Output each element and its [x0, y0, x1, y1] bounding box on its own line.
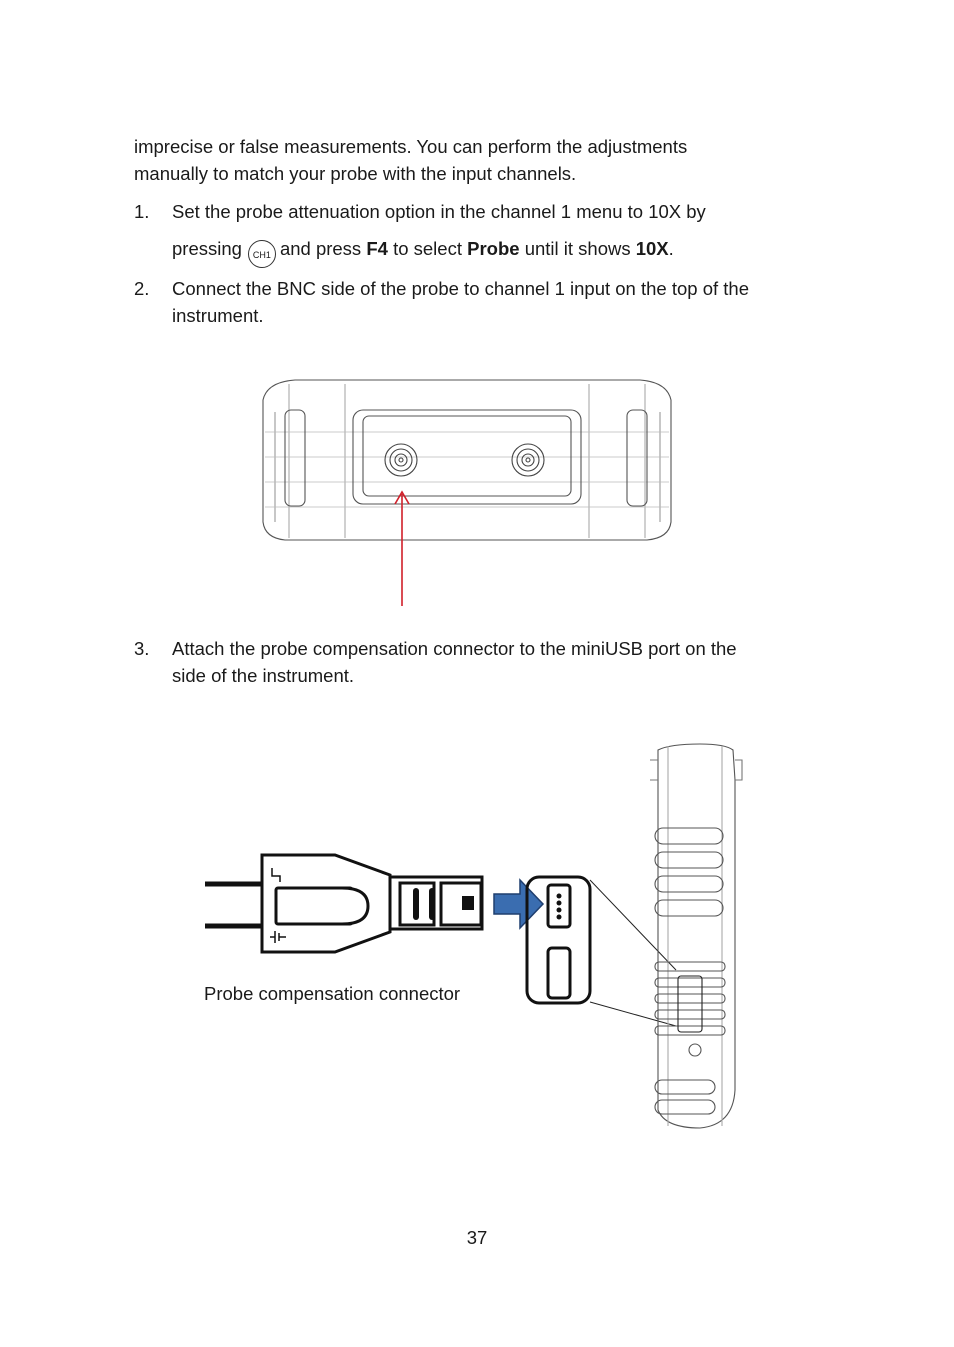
instrument-side-view	[650, 744, 742, 1128]
key-f4: F4	[366, 238, 388, 259]
probe-compensation-connector	[262, 855, 482, 952]
step-number: 3.	[134, 638, 150, 659]
step-2-line-2: instrument.	[172, 305, 264, 326]
ch1-button-icon: CH1	[248, 240, 276, 268]
option-probe: Probe	[467, 238, 520, 259]
step-number: 1.	[134, 201, 150, 222]
step-2-line-1: Connect the BNC side of the probe to channel 1 input on the top of the	[172, 278, 749, 299]
bnc-connector-ch2	[512, 444, 544, 476]
page-number: 37	[466, 1227, 488, 1248]
insert-arrow-icon	[494, 880, 543, 928]
intro-line-1: imprecise or false measurements. You can perform the adjustments	[134, 136, 688, 157]
figure-caption: Probe compensation connector	[204, 983, 461, 1004]
intro-line-2: manually to match your probe with the input channels.	[134, 163, 577, 184]
probe-connector-figure	[200, 740, 760, 1135]
step-3-line-2: side of the instrument.	[172, 665, 355, 686]
step-3-line-1: Attach the probe compensation connector to the miniUSB port on the	[172, 638, 737, 659]
value-10x: 10X	[635, 238, 669, 259]
intro-paragraph	[134, 133, 834, 187]
instrument-top-view-figure	[255, 372, 680, 612]
probe-cable	[205, 884, 262, 926]
step-1-line-1: Set the probe attenuation option in the channel 1 menu to 10X by	[172, 201, 706, 222]
step-number: 2.	[134, 278, 150, 299]
red-pointer-arrow-icon	[395, 492, 409, 606]
step-1-line-2: pressing CH1 and press F4 to select Probe until it shows 10X.	[172, 235, 832, 268]
bnc-connector-ch1	[385, 444, 417, 476]
